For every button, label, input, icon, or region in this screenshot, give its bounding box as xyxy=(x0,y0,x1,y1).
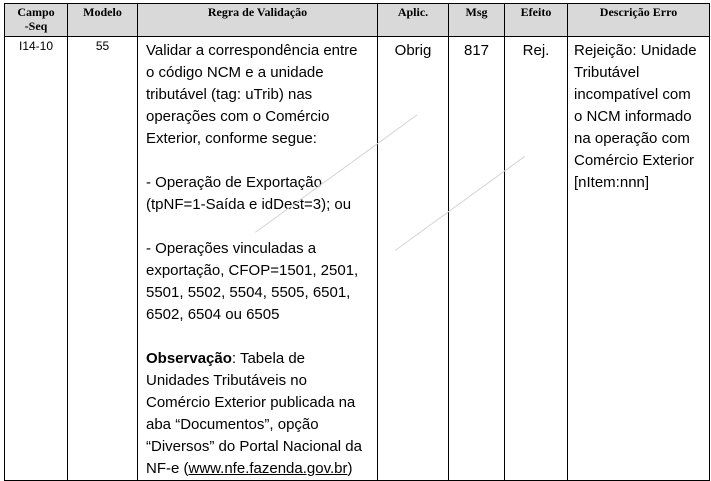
header-aplic: Aplic. xyxy=(378,4,449,37)
rule-paragraph-2: - Operação de Exportação (tpNF=1-Saída e idDest=3); ou xyxy=(146,174,352,213)
cell-campo: I14-10 xyxy=(5,37,68,481)
cell-msg: 817 xyxy=(449,37,505,481)
cell-regra-validacao xyxy=(138,37,378,481)
observation-text: : Tabela de Unidades Tributáveis no Comércio Exterior publicada na aba “Documentos”, opção “Diversos” do Portal Nacional da NF-e ( xyxy=(146,350,362,477)
header-campo-line2: -Seq xyxy=(24,19,48,33)
rule-observation xyxy=(146,348,369,480)
cell-modelo: 55 xyxy=(68,37,138,481)
header-descricao-erro: Descrição Erro xyxy=(568,4,710,37)
header-campo-line1: Campo xyxy=(17,5,55,19)
table-row xyxy=(5,37,710,481)
rule-paragraph-1: Validar a correspondência entre o código NCM e a unidade tributável (tag: uTrib) nas operações com o Comércio Exterior, conforme segue: xyxy=(146,42,358,147)
cell-aplic: Obrig xyxy=(378,37,449,481)
cell-descricao-erro: Rejeição: Unidade Tributável incompatível com o NCM informado na operação com Comércio Exterior [nItem:nnn] xyxy=(568,37,710,481)
header-msg: Msg xyxy=(449,4,505,37)
header-efeito: Efeito xyxy=(505,4,568,37)
cell-efeito: Rej. xyxy=(505,37,568,481)
header-regra-validacao: Regra de Validação xyxy=(138,4,378,37)
observation-label: Observação xyxy=(146,350,232,367)
portal-nfe-link[interactable]: www.nfe.fazenda.gov.br xyxy=(188,460,348,477)
validation-rules-table xyxy=(4,3,710,481)
header-campo-seq xyxy=(5,4,68,37)
observation-end: ) xyxy=(347,460,353,477)
header-modelo: Modelo xyxy=(68,4,138,37)
header-row xyxy=(5,4,710,37)
rule-paragraph-3: - Operações vinculadas a exportação, CFOP=1501, 2501, 5501, 5502, 5504, 5505, 6501, 6502, 6504 ou 6505 xyxy=(146,240,359,323)
